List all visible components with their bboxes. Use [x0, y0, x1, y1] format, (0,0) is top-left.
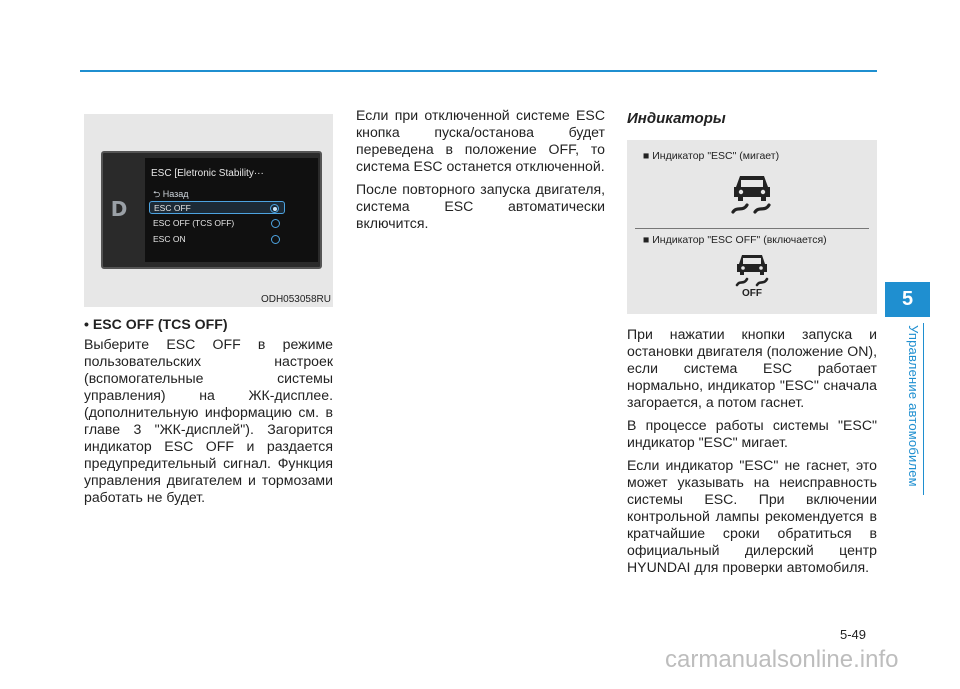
paragraph: После повторного запуска двигателя, система ESC автоматически включится. [356, 181, 605, 231]
esc-off-icon [729, 252, 775, 298]
lcd-option-esc-on [149, 233, 285, 246]
indicator-caption-esc-off: ■ Индикатор "ESC OFF" (включается) [643, 234, 827, 246]
paragraph: При нажатии кнопки запуска и остановки двигателя (положение ON), если система ESC работает нормально, индикатор "ESC" сначала загорается, а потом гаснет. [627, 326, 877, 410]
figure-code: ODH053058RU [260, 294, 331, 305]
lcd-menu-title: ESC [Eletronic Stability··· [151, 168, 264, 179]
radio-icon [271, 219, 280, 228]
watermark: carmanualsonline.info [665, 646, 899, 673]
radio-icon [271, 235, 280, 244]
column-1 [84, 316, 333, 512]
lcd-back-item: ⮌ Назад [153, 189, 189, 199]
esc-off-label: OFF [742, 288, 762, 298]
page-number: 5-49 [840, 627, 867, 642]
top-rule [80, 70, 877, 72]
lcd-menu [145, 158, 318, 262]
section-title: Индикаторы [627, 110, 726, 127]
lcd-option-label: ESC OFF (TCS OFF) [153, 218, 235, 228]
chapter-divider [923, 323, 924, 495]
cluster-photo [84, 114, 333, 307]
paragraph: В процессе работы системы "ESC" индикатор "ESC" мигает. [627, 417, 877, 450]
column-3 [627, 326, 877, 582]
esc-warning-icon [729, 170, 775, 216]
lcd-option-label: ESC OFF [154, 203, 191, 213]
paragraph: Выберите ESC OFF в режиме пользовательских настроек (вспомогательные системы управления) на ЖК-дисплее. (дополнительную информацию см. в главе 3 "ЖК-дисплей"). Загорится индикатор ESC OFF и раздается предупредительный сигнал. Функция управления двигателем и тормозами работать не будет. [84, 336, 333, 505]
cluster-screen [101, 151, 322, 269]
radio-selected-icon [270, 204, 279, 213]
paragraph: Если при отключенной системе ESC кнопка пуска/останова будет переведена в положение OFF, то система ESC останется отключенной. [356, 107, 605, 174]
lcd-option-esc-off-tcs-off [149, 217, 285, 230]
gear-indicator: D [110, 197, 128, 221]
indicator-panel [627, 140, 877, 314]
chapter-tab[interactable]: 5 [885, 282, 930, 317]
indicator-caption-esc: ■ Индикатор "ESC" (мигает) [643, 150, 780, 162]
subheading: • ESC OFF (TCS OFF) [84, 316, 228, 332]
lcd-option-esc-off [149, 201, 285, 214]
column-2 [356, 107, 605, 238]
lcd-option-label: ESC ON [153, 234, 186, 244]
paragraph: Если индикатор "ESC" не гаснет, это может указывать на неисправность системы ESC. При включении контрольной лампы рекомендуется в кратчайшие сроки обратиться в официальный дилерский центр HYUNDAI для проверки автомобиля. [627, 457, 877, 575]
chapter-title: Управление автомобилем [906, 325, 921, 487]
indicator-divider [635, 228, 869, 229]
